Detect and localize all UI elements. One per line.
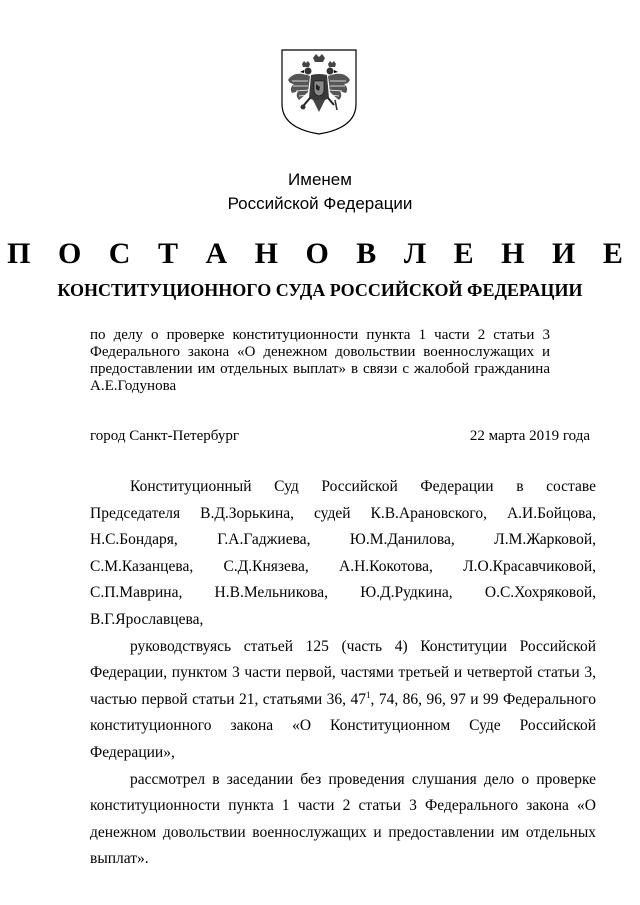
case-description: по делу о проверке конституционности пункта 1 части 2 статьи 3 Федерального закона «О денежном довольствии военнослужащих и предоставлении им отдельных выплат» в связи с жалобой гражданина А.Е.Годунова (90, 327, 550, 394)
heading-line-2: Российской Федерации (227, 194, 413, 213)
place: город Санкт-Петербург (90, 428, 239, 444)
issuing-authority-heading (0, 168, 640, 216)
heading-line-1: Именем (288, 170, 352, 189)
body-paragraph-2-part-2: , 74, 86, 96, 97 и 99 Федерального конституционного закона «О Конституционном Суде Российской Федерации», (90, 690, 596, 761)
document-title: П О С Т А Н О В Л Е Н И Е (7, 237, 633, 270)
body-paragraph-3: рассмотрел в заседании без проведения слушания дело о проверке конституционности пункта 1 части 2 статьи 3 Федерального закона «О денежном довольствии военнослужащих и предоставлении им отдельных выплат». (90, 770, 596, 868)
document-body (90, 474, 596, 873)
body-paragraph-2 (90, 634, 596, 767)
body-paragraph-1: Конституционный Суд Российской Федерации в составе Председателя В.Д.Зорькина, судей К.В.Арановского, А.И.Бойцова, Н.С.Бондаря, Г.А.Гаджиева, Ю.М.Данилова, Л.М.Жарковой, С.М.Казанцева, С.Д.Князева, А.Н.Кокотова, Л.О.Красавчиковой, С.П.Маврина, Н.В.Мельникова, Ю.Д.Рудкина, О.С.Хохряковой, В.Г.Ярославцева, (90, 478, 596, 628)
document-subtitle: КОНСТИТУЦИОННОГО СУДА РОССИЙСКОЙ ФЕДЕРАЦИИ (57, 280, 583, 300)
body-paragraph-2-part-1: руководствуясь статьей 125 (часть 4) Конституции Российской Федерации, пунктом 3 части первой, частями третьей и четвертой статьи 3, частью первой статьи 21, статьями 36, 47 (90, 637, 596, 708)
date: 22 марта 2019 года (469, 428, 590, 444)
russian-double-headed-eagle-icon (280, 48, 358, 136)
article-superscript: 1 (366, 689, 371, 700)
